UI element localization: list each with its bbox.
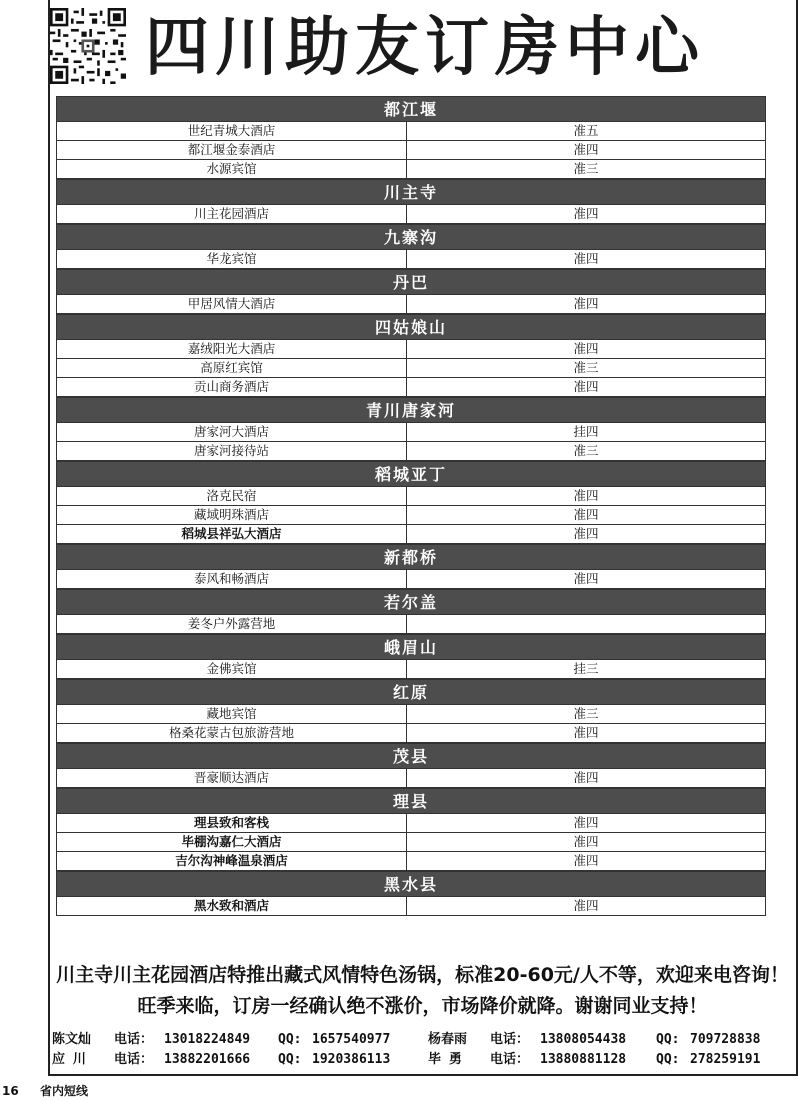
hotel-row — [56, 724, 766, 743]
footer-section-label: 省内短线 — [40, 1084, 89, 1098]
region-section — [56, 544, 766, 589]
hotel-row — [56, 660, 766, 679]
phone-label: 电话： — [114, 1052, 154, 1067]
region-title: 茂县 — [56, 743, 766, 769]
region-section — [56, 871, 766, 916]
qq-label: QQ: — [656, 1052, 680, 1067]
footer — [0, 1083, 800, 1100]
phone-label: 电话： — [490, 1052, 530, 1067]
contact-name: 应 川 — [52, 1052, 86, 1067]
region-title: 红原 — [56, 679, 766, 705]
qq-number: 278259191 — [690, 1052, 761, 1067]
hotel-name: 嘉绒阳光大酒店 — [57, 340, 407, 358]
hotel-name: 藏域明珠酒店 — [57, 506, 407, 524]
hotel-level: 准三 — [573, 161, 599, 176]
region-section — [56, 788, 766, 871]
hotel-row — [56, 570, 766, 589]
hotel-level: 准四 — [573, 815, 599, 830]
contact-row — [52, 1050, 797, 1070]
region-section — [56, 179, 766, 224]
region-section — [56, 589, 766, 634]
hotel-name: 稻城县祥弘大酒店 — [57, 525, 407, 543]
region-title: 稻城亚丁 — [56, 461, 766, 487]
hotel-name: 金佛宾馆 — [57, 660, 407, 678]
hotel-row — [56, 359, 766, 378]
hotel-row — [56, 340, 766, 359]
hotel-row — [56, 525, 766, 544]
region-title: 青川唐家河 — [56, 397, 766, 423]
region-title: 九寨沟 — [56, 224, 766, 250]
hotel-name: 藏地宾馆 — [57, 705, 407, 723]
hotel-level: 挂三 — [573, 661, 599, 676]
region-section — [56, 461, 766, 544]
hotel-level: 准四 — [573, 296, 599, 311]
hotel-name: 川主花园酒店 — [57, 205, 407, 223]
hotel-row — [56, 250, 766, 269]
page-number: 16 — [2, 1084, 19, 1098]
contact-name: 杨春雨 — [428, 1032, 468, 1047]
hotel-name: 黑水致和酒店 — [57, 897, 407, 915]
phone-number: 13880881128 — [540, 1052, 627, 1067]
hotel-row — [56, 814, 766, 833]
phone-number: 13882201666 — [164, 1052, 251, 1067]
region-section — [56, 224, 766, 269]
region-title: 新都桥 — [56, 544, 766, 570]
hotel-row — [56, 378, 766, 397]
region-title: 都江堰 — [56, 96, 766, 122]
region-title: 黑水县 — [56, 871, 766, 897]
hotel-row — [56, 160, 766, 179]
region-section — [56, 96, 766, 179]
hotel-level: 准五 — [573, 123, 599, 138]
hotel-name: 晋豪顺达酒店 — [57, 769, 407, 787]
hotel-level: 准四 — [573, 507, 599, 522]
contact-name: 陈文灿 — [52, 1032, 92, 1047]
hotel-level: 准四 — [573, 379, 599, 394]
hotel-name: 世纪青城大酒店 — [57, 122, 407, 140]
hotel-level: 准三 — [573, 360, 599, 375]
region-section — [56, 743, 766, 788]
hotel-name: 泰风和畅酒店 — [57, 570, 407, 588]
hotel-name: 理县致和客栈 — [57, 814, 407, 832]
hotel-level: 准四 — [573, 725, 599, 740]
hotel-name: 都江堰金泰酒店 — [57, 141, 407, 159]
region-title: 若尔盖 — [56, 589, 766, 615]
hotel-name: 水源宾馆 — [57, 160, 407, 178]
qq-number: 1920386113 — [312, 1052, 391, 1067]
hotel-level: 准四 — [573, 853, 599, 868]
hotel-level: 准三 — [573, 706, 599, 721]
region-title: 川主寺 — [56, 179, 766, 205]
hotel-level: 准四 — [573, 834, 599, 849]
region-title: 四姑娘山 — [56, 314, 766, 340]
hotel-name: 吉尔沟神峰温泉酒店 — [57, 852, 407, 870]
promo-text — [50, 960, 795, 1022]
hotel-level: 挂四 — [573, 424, 599, 439]
hotel-name: 格桑花蒙古包旅游营地 — [57, 724, 407, 742]
hotel-row — [56, 833, 766, 852]
hotel-row — [56, 205, 766, 224]
hotel-row — [56, 769, 766, 788]
region-title: 理县 — [56, 788, 766, 814]
hotel-level: 准四 — [573, 341, 599, 356]
qr-code-icon — [50, 8, 126, 84]
hotel-level: 准四 — [573, 898, 599, 913]
promo-line-2: 旺季来临，订房一经确认绝不涨价，市场降价就降。谢谢同业支持！ — [137, 995, 708, 1017]
contacts — [52, 1030, 797, 1070]
hotel-row — [56, 615, 766, 634]
hotel-row — [56, 487, 766, 506]
hotel-name: 贡山商务酒店 — [57, 378, 407, 396]
hotel-name: 甲居风情大酒店 — [57, 295, 407, 313]
region-section — [56, 634, 766, 679]
hotel-row — [56, 423, 766, 442]
qq-label: QQ: — [278, 1052, 302, 1067]
hotel-name: 毕棚沟嘉仁大酒店 — [57, 833, 407, 851]
hotel-level: 准四 — [573, 142, 599, 157]
qq-number: 709728838 — [690, 1032, 761, 1047]
qq-label: QQ: — [278, 1032, 302, 1047]
region-section — [56, 269, 766, 314]
phone-label: 电话： — [114, 1032, 154, 1047]
region-section — [56, 314, 766, 397]
hotel-level: 准四 — [573, 571, 599, 586]
hotel-row — [56, 506, 766, 525]
phone-number: 13018224849 — [164, 1032, 251, 1047]
qq-label: QQ: — [656, 1032, 680, 1047]
hotel-name: 洛克民宿 — [57, 487, 407, 505]
hotel-row — [56, 141, 766, 160]
hotel-name: 华龙宾馆 — [57, 250, 407, 268]
hotel-level: 准四 — [573, 251, 599, 266]
hotel-name: 姜冬户外露营地 — [57, 615, 407, 633]
hotel-level: 准三 — [573, 443, 599, 458]
region-title: 丹巴 — [56, 269, 766, 295]
hotel-level: 准四 — [573, 770, 599, 785]
hotel-name: 高原红宾馆 — [57, 359, 407, 377]
hotel-level: 准四 — [573, 488, 599, 503]
hotel-row — [56, 897, 766, 916]
hotel-row — [56, 852, 766, 871]
page-title: 四川助友订房中心 — [145, 11, 705, 85]
region-title: 峨眉山 — [56, 634, 766, 660]
hotel-level — [407, 615, 765, 633]
hotel-row — [56, 705, 766, 724]
hotel-row — [56, 295, 766, 314]
hotel-name: 唐家河大酒店 — [57, 423, 407, 441]
phone-label: 电话： — [490, 1032, 530, 1047]
contact-name: 毕 勇 — [428, 1052, 462, 1067]
hotel-level: 准四 — [573, 206, 599, 221]
qq-number: 1657540977 — [312, 1032, 391, 1047]
promo-line-1: 川主寺川主花园酒店特推出藏式风情特色汤锅，标准20-60元/人不等，欢迎来电咨询！ — [56, 964, 789, 986]
hotel-row — [56, 442, 766, 461]
hotel-row — [56, 122, 766, 141]
phone-number: 13808054438 — [540, 1032, 627, 1047]
hotel-listing — [56, 96, 766, 916]
hotel-name: 唐家河接待站 — [57, 442, 407, 460]
contact-row — [52, 1030, 797, 1050]
region-section — [56, 397, 766, 461]
hotel-level: 准四 — [573, 526, 599, 541]
region-section — [56, 679, 766, 743]
